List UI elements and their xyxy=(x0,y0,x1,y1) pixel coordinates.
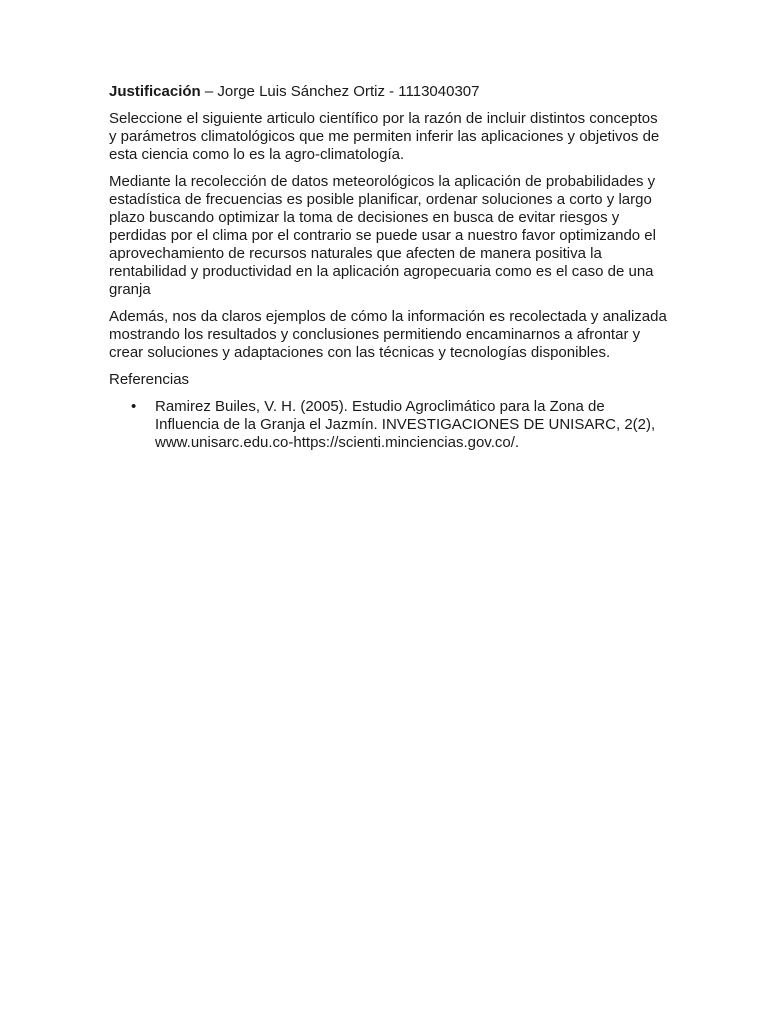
references-label: Referencias xyxy=(109,371,190,388)
paragraph-2: Mediante la recolección de datos meteorológicos la aplicación de probabilidades y estadística de frecuencias es posible planificar, ordenar soluciones a corto y largo plazo buscando optimizar la toma de decisiones en busca de evitar riesgos y perdidas por el clima por el contrario se puede usar a nuestro favor optimizando el aprovechamiento de recursos naturales que afecten de manera positiva la rentabilidad y productividad en la aplicación agropecuaria como es el caso de una granja xyxy=(109,173,656,298)
references-list xyxy=(109,398,669,452)
paragraph-1: Seleccione el siguiente articulo científico por la razón de incluir distintos conceptos y parámetros climatológicos que me permiten inferir las aplicaciones y objetivos de esta ciencia como lo es la agro-climatología. xyxy=(109,110,660,163)
reference-text: Ramirez Builes, V. H. (2005). Estudio Agroclimático para la Zona de Influencia de la Granja el Jazmín. INVESTIGACIONES DE UNISARC, 2(2), www.unisarc.edu.co-https://scienti.minciencias.gov.co/. xyxy=(155,398,656,451)
heading-line xyxy=(109,83,669,101)
document-page xyxy=(109,83,669,452)
paragraph-3: Además, nos da claros ejemplos de cómo la información es recolectada y analizada mostrando los resultados y conclusiones permitiendo encaminarnos a afrontar y crear soluciones y adaptaciones con las técnicas y tecnologías disponibles. xyxy=(109,308,667,361)
reference-item xyxy=(109,398,669,452)
heading-author: – Jorge Luis Sánchez Ortiz - 1113040307 xyxy=(200,83,480,100)
bullet-icon: • xyxy=(131,398,137,415)
heading-bold-label: Justificación xyxy=(109,83,201,100)
